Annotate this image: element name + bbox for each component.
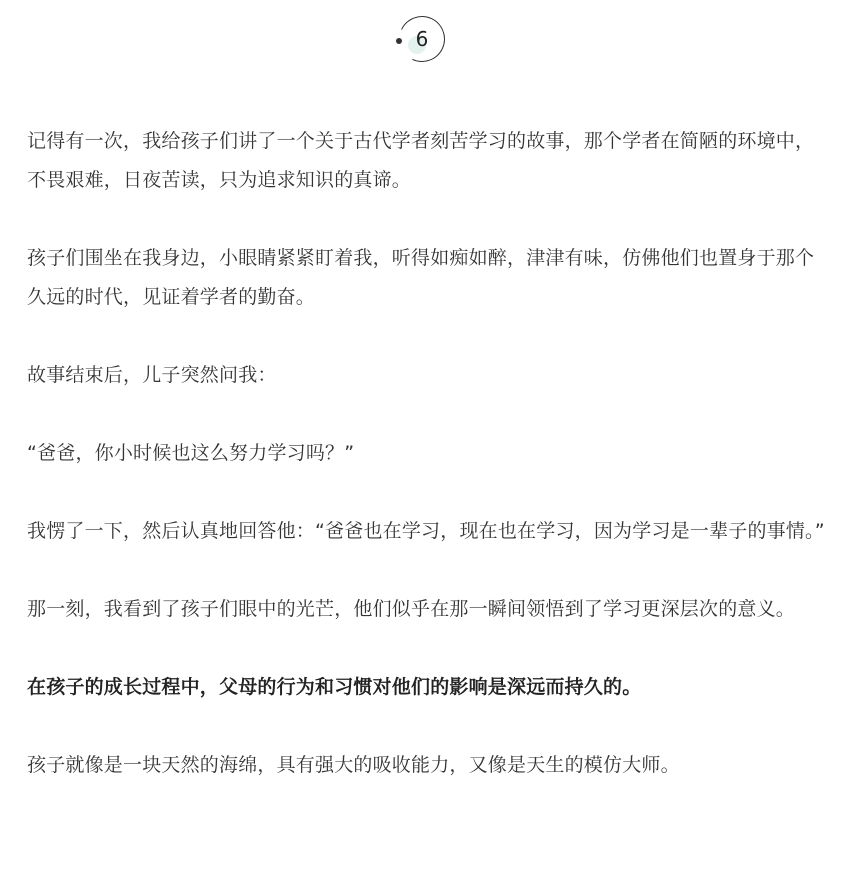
section-number: 6 bbox=[415, 27, 429, 51]
paragraph-8: 孩子就像是一块天然的海绵，具有强大的吸收能力，又像是天生的模仿大师。 bbox=[27, 754, 680, 776]
paragraph-3: 故事结束后，儿子突然问我： bbox=[27, 364, 277, 386]
paragraph-7-bold: 在孩子的成长过程中，父母的行为和习惯对他们的影响是深远而持久的。 bbox=[27, 676, 642, 698]
paragraph-4: “爸爸，你小时候也这么努力学习吗？” bbox=[27, 442, 355, 464]
article-body bbox=[27, 122, 827, 824]
paragraph-2: 孩子们围坐在我身边，小眼睛紧紧盯着我，听得如痴如醉，津津有味，仿佛他们也置身于那个久远的时代，见证着学者的勤奋。 bbox=[27, 247, 815, 308]
paragraph-1: 记得有一次，我给孩子们讲了一个关于古代学者刻苦学习的故事，那个学者在简陋的环境中，不畏艰难，日夜苦读，只为追求知识的真谛。 bbox=[27, 130, 815, 191]
paragraph-6: 那一刻，我看到了孩子们眼中的光芒，他们似乎在那一瞬间领悟到了学习更深层次的意义。 bbox=[27, 598, 796, 620]
paragraph-5: 我愣了一下，然后认真地回答他：“爸爸也在学习，现在也在学习，因为学习是一辈子的事情。” bbox=[27, 520, 825, 542]
